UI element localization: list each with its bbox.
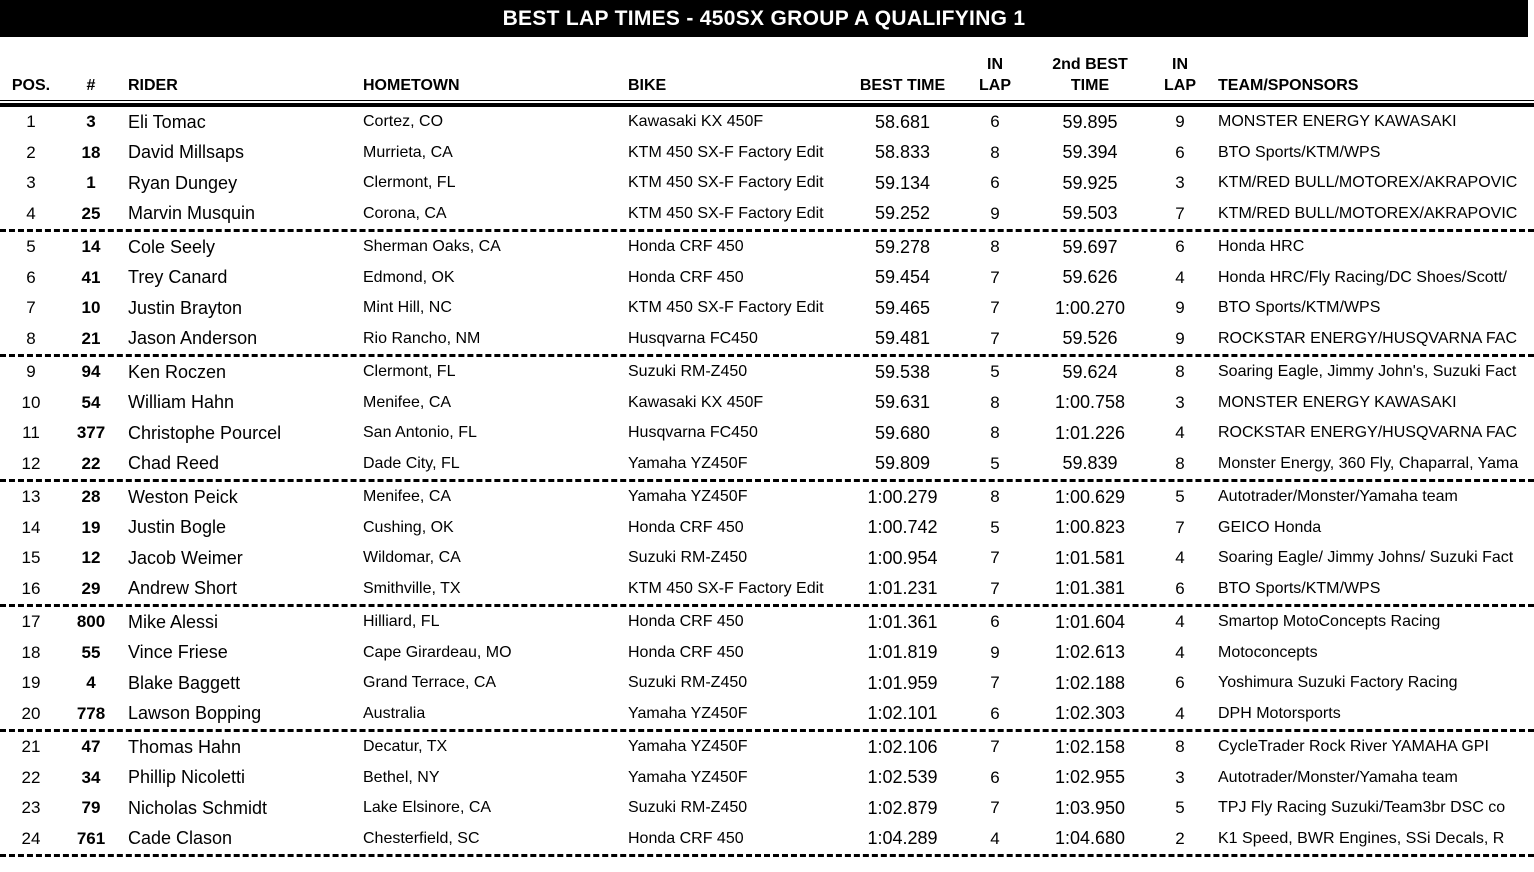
table-row	[0, 668, 1534, 699]
cell-hometown: Grand Terrace, CA	[363, 674, 497, 692]
cell-position: 8	[26, 328, 36, 348]
cell-best-in-lap: 7	[990, 673, 1000, 693]
cell-second-best-time: 1:01.381	[1054, 578, 1126, 599]
cell-second-in-lap: 5	[1175, 487, 1185, 507]
cell-bike: Yamaha YZ450F	[628, 454, 748, 472]
col-header-bike: BIKE	[628, 77, 667, 94]
table-row	[0, 449, 1534, 483]
cell-bike: Yamaha YZ450F	[628, 768, 748, 786]
col-header-team: TEAM/SPONSORS	[1218, 77, 1359, 94]
cell-second-in-lap: 7	[1175, 517, 1185, 537]
cell-hometown: Cushing, OK	[363, 518, 454, 536]
cell-rider-name: Weston Peick	[128, 486, 238, 507]
col-header-rider: RIDER	[128, 77, 178, 94]
cell-bike: Yamaha YZ450F	[628, 738, 748, 756]
cell-team-sponsors: TPJ Fly Racing Suzuki/Team3br DSC co	[1218, 799, 1506, 817]
cell-best-time: 59.538	[874, 361, 931, 382]
cell-position: 9	[26, 362, 36, 382]
cell-best-time: 1:00.954	[867, 547, 938, 568]
cell-rider-name: Justin Bogle	[128, 517, 227, 538]
table-row	[0, 543, 1534, 574]
cell-team-sponsors: BTO Sports/KTM/WPS	[1218, 579, 1381, 597]
cell-best-time: 1:02.879	[867, 797, 938, 818]
cell-best-time: 1:02.101	[867, 703, 938, 724]
cell-second-best-time: 1:01.604	[1054, 611, 1126, 632]
cell-second-in-lap: 8	[1175, 362, 1185, 382]
cell-team-sponsors: BTO Sports/KTM/WPS	[1218, 143, 1381, 161]
cell-second-in-lap: 8	[1175, 737, 1185, 757]
cell-rider-name: Eli Tomac	[128, 111, 206, 132]
cell-hometown: Cortez, CO	[363, 113, 444, 131]
table-row	[0, 793, 1534, 824]
cell-second-in-lap: 4	[1175, 267, 1185, 287]
cell-second-in-lap: 6	[1175, 237, 1185, 257]
cell-hometown: Smithville, TX	[363, 579, 461, 597]
cell-rider-number: 800	[76, 612, 106, 632]
cell-best-in-lap: 8	[990, 487, 1000, 507]
table-row	[0, 388, 1534, 419]
cell-second-best-time: 1:01.226	[1054, 422, 1126, 443]
cell-hometown: Dade City, FL	[363, 454, 460, 472]
cell-rider-number: 14	[81, 237, 101, 257]
cell-bike: KTM 450 SX-F Factory Edit	[628, 299, 824, 317]
cell-best-in-lap: 7	[990, 737, 1000, 757]
cell-hometown: Chesterfield, SC	[363, 829, 480, 847]
cell-hometown: Clermont, FL	[363, 363, 456, 381]
cell-position: 15	[21, 548, 41, 568]
table-body	[0, 107, 1534, 857]
cell-rider-number: 22	[81, 453, 101, 473]
cell-rider-name: Cole Seely	[128, 236, 216, 257]
cell-hometown: Edmond, OK	[363, 268, 455, 286]
cell-team-sponsors: Monster Energy, 360 Fly, Chaparral, Yama	[1218, 454, 1519, 472]
cell-second-in-lap: 5	[1175, 798, 1185, 818]
cell-bike: Husqvarna FC450	[628, 424, 758, 442]
cell-second-in-lap: 9	[1175, 328, 1185, 348]
table-row	[0, 699, 1534, 733]
cell-team-sponsors: Autotrader/Monster/Yamaha team	[1218, 768, 1458, 786]
cell-second-best-time: 1:04.680	[1054, 828, 1126, 849]
cell-position: 23	[21, 798, 41, 818]
cell-best-time: 1:02.106	[867, 736, 938, 757]
cell-team-sponsors: KTM/RED BULL/MOTOREX/AKRAPOVIC	[1218, 204, 1518, 222]
cell-rider-number: 21	[81, 328, 101, 348]
table-row	[0, 263, 1534, 294]
cell-rider-number: 47	[81, 737, 101, 757]
cell-second-in-lap: 7	[1175, 203, 1185, 223]
cell-rider-number: 761	[76, 828, 106, 848]
table-row	[0, 199, 1534, 233]
cell-best-time: 1:01.361	[867, 611, 938, 632]
cell-rider-name: Thomas Hahn	[128, 736, 242, 757]
cell-position: 7	[26, 298, 36, 318]
column-header-row	[0, 37, 1534, 100]
cell-rider-name: Trey Canard	[128, 267, 228, 288]
cell-bike: KTM 450 SX-F Factory Edit	[628, 579, 824, 597]
cell-hometown: Menifee, CA	[363, 488, 452, 506]
cell-best-time: 1:04.289	[867, 828, 938, 849]
cell-hometown: Sherman Oaks, CA	[363, 238, 501, 256]
cell-second-in-lap: 3	[1175, 767, 1185, 787]
cell-rider-name: Nicholas Schmidt	[128, 797, 268, 818]
cell-rider-number: 29	[81, 578, 101, 598]
cell-best-time: 59.278	[874, 236, 931, 257]
cell-hometown: Cape Girardeau, MO	[363, 643, 512, 661]
cell-rider-number: 55	[81, 642, 101, 662]
cell-rider-name: Vince Friese	[128, 642, 228, 663]
cell-best-time: 1:02.539	[867, 767, 938, 788]
cell-position: 14	[21, 517, 41, 537]
cell-team-sponsors: CycleTrader Rock River YAMAHA GPI	[1218, 738, 1489, 756]
cell-best-time: 1:00.279	[867, 486, 938, 507]
cell-bike: Honda CRF 450	[628, 268, 744, 286]
cell-rider-number: 41	[81, 267, 101, 287]
cell-hometown: Clermont, FL	[363, 174, 456, 192]
cell-position: 19	[21, 673, 41, 693]
cell-second-in-lap: 4	[1175, 548, 1185, 568]
cell-rider-name: William Hahn	[128, 392, 235, 413]
cell-team-sponsors: MONSTER ENERGY KAWASAKI	[1218, 393, 1457, 411]
cell-position: 17	[21, 612, 41, 632]
cell-second-best-time: 1:03.950	[1054, 797, 1126, 818]
table-row	[0, 357, 1534, 388]
cell-second-best-time: 59.394	[1062, 142, 1118, 163]
cell-bike: KTM 450 SX-F Factory Edit	[628, 204, 824, 222]
table-row	[0, 763, 1534, 794]
cell-second-in-lap: 2	[1175, 828, 1185, 848]
cell-team-sponsors: MONSTER ENERGY KAWASAKI	[1218, 113, 1457, 131]
cell-bike: Suzuki RM-Z450	[628, 363, 748, 381]
cell-team-sponsors: ROCKSTAR ENERGY/HUSQVARNA FAC	[1218, 329, 1518, 347]
cell-rider-number: 1	[86, 173, 96, 193]
cell-best-time: 59.481	[874, 328, 931, 349]
cell-rider-number: 28	[81, 487, 101, 507]
cell-best-in-lap: 8	[990, 142, 1000, 162]
cell-rider-number: 54	[81, 392, 101, 412]
cell-position: 18	[21, 642, 41, 662]
cell-bike: Honda CRF 450	[628, 238, 744, 256]
cell-second-in-lap: 3	[1175, 392, 1185, 412]
cell-best-time: 1:01.819	[867, 642, 938, 663]
table-row	[0, 638, 1534, 669]
cell-team-sponsors: ROCKSTAR ENERGY/HUSQVARNA FAC	[1218, 424, 1518, 442]
cell-best-in-lap: 7	[990, 267, 1000, 287]
cell-team-sponsors: Smartop MotoConcepts Racing	[1218, 613, 1441, 631]
cell-team-sponsors: KTM/RED BULL/MOTOREX/AKRAPOVIC	[1218, 174, 1518, 192]
cell-second-best-time: 59.925	[1062, 172, 1118, 193]
cell-second-in-lap: 4	[1175, 423, 1185, 443]
col-header-pos: POS.	[11, 77, 51, 94]
cell-second-best-time: 1:01.581	[1054, 547, 1126, 568]
cell-second-best-time: 1:00.823	[1054, 517, 1126, 538]
cell-best-time: 58.833	[874, 142, 931, 163]
table-row	[0, 168, 1534, 199]
cell-best-time: 59.252	[874, 203, 931, 224]
cell-hometown: Wildomar, CA	[363, 549, 461, 567]
cell-rider-name: Ken Roczen	[128, 361, 227, 382]
cell-second-best-time: 1:02.303	[1054, 703, 1126, 724]
cell-rider-name: David Millsaps	[128, 142, 245, 163]
cell-team-sponsors: Honda HRC/Fly Racing/DC Shoes/Scott/	[1218, 268, 1507, 286]
cell-second-best-time: 1:02.188	[1054, 672, 1126, 693]
cell-position: 1	[26, 112, 36, 132]
cell-team-sponsors: Motoconcepts	[1218, 643, 1318, 661]
cell-position: 13	[21, 487, 41, 507]
col-header-in-lap-1: IN LAP	[979, 56, 1011, 94]
cell-best-time: 1:01.959	[867, 672, 938, 693]
cell-second-best-time: 59.626	[1062, 267, 1118, 288]
cell-second-best-time: 1:00.270	[1054, 297, 1126, 318]
cell-position: 16	[21, 578, 41, 598]
cell-best-time: 1:00.742	[867, 517, 938, 538]
col-header-best-time: BEST TIME	[859, 77, 946, 94]
cell-bike: Honda CRF 450	[628, 613, 744, 631]
cell-second-in-lap: 6	[1175, 142, 1185, 162]
cell-second-in-lap: 6	[1175, 578, 1185, 598]
cell-second-in-lap: 6	[1175, 673, 1185, 693]
cell-rider-number: 3	[86, 112, 96, 132]
cell-team-sponsors: DPH Motorsports	[1218, 704, 1341, 722]
cell-best-in-lap: 9	[990, 642, 1000, 662]
cell-second-best-time: 59.526	[1062, 328, 1118, 349]
cell-best-in-lap: 7	[990, 798, 1000, 818]
cell-rider-name: Christophe Pourcel	[128, 422, 282, 443]
col-header-in-lap-2: IN LAP	[1164, 56, 1196, 94]
cell-second-best-time: 1:02.158	[1054, 736, 1126, 757]
cell-position: 24	[21, 828, 41, 848]
table-row	[0, 482, 1534, 513]
cell-position: 2	[26, 142, 36, 162]
col-header-second-best: 2nd BEST TIME	[1052, 56, 1128, 94]
cell-best-time: 59.465	[874, 297, 931, 318]
cell-team-sponsors: Yoshimura Suzuki Factory Racing	[1218, 674, 1458, 692]
cell-hometown: Mint Hill, NC	[363, 299, 452, 317]
cell-rider-number: 19	[81, 517, 101, 537]
cell-rider-number: 34	[81, 767, 101, 787]
cell-hometown: Rio Rancho, NM	[363, 329, 481, 347]
cell-bike: KTM 450 SX-F Factory Edit	[628, 143, 824, 161]
cell-second-best-time: 1:02.955	[1054, 767, 1126, 788]
cell-best-in-lap: 7	[990, 298, 1000, 318]
cell-team-sponsors: Soaring Eagle, Jimmy John's, Suzuki Fact	[1218, 363, 1517, 381]
table-row	[0, 418, 1534, 449]
col-header-num: #	[86, 77, 96, 94]
cell-second-in-lap: 4	[1175, 612, 1185, 632]
cell-rider-name: Jacob Weimer	[128, 547, 243, 568]
cell-rider-number: 4	[86, 673, 96, 693]
cell-position: 3	[26, 173, 36, 193]
cell-bike: Honda CRF 450	[628, 643, 744, 661]
cell-rider-name: Mike Alessi	[128, 611, 219, 632]
table-row	[0, 324, 1534, 358]
cell-bike: Yamaha YZ450F	[628, 488, 748, 506]
cell-position: 12	[21, 453, 41, 473]
cell-best-time: 1:01.231	[867, 578, 938, 599]
cell-second-in-lap: 4	[1175, 703, 1185, 723]
cell-best-in-lap: 7	[990, 578, 1000, 598]
cell-rider-name: Phillip Nicoletti	[128, 767, 246, 788]
cell-second-best-time: 59.895	[1062, 111, 1118, 132]
cell-best-in-lap: 5	[990, 362, 1000, 382]
cell-best-time: 59.680	[874, 422, 931, 443]
cell-position: 20	[21, 703, 41, 723]
cell-bike: Honda CRF 450	[628, 829, 744, 847]
cell-second-in-lap: 9	[1175, 298, 1185, 318]
cell-hometown: Murrieta, CA	[363, 143, 453, 161]
cell-position: 22	[21, 767, 41, 787]
cell-bike: Kawasaki KX 450F	[628, 113, 764, 131]
cell-rider-name: Chad Reed	[128, 453, 220, 474]
cell-best-in-lap: 8	[990, 392, 1000, 412]
table-row	[0, 574, 1534, 608]
cell-position: 11	[22, 423, 40, 443]
cell-bike: Kawasaki KX 450F	[628, 393, 764, 411]
cell-rider-name: Lawson Bopping	[128, 703, 262, 724]
cell-best-time: 59.809	[874, 453, 931, 474]
table-row	[0, 232, 1534, 263]
cell-second-best-time: 1:00.629	[1054, 486, 1126, 507]
cell-bike: Suzuki RM-Z450	[628, 674, 748, 692]
title-bar	[0, 0, 1528, 37]
cell-rider-number: 25	[81, 203, 101, 223]
cell-bike: Husqvarna FC450	[628, 329, 758, 347]
cell-bike: Suzuki RM-Z450	[628, 799, 748, 817]
cell-best-in-lap: 6	[990, 703, 1000, 723]
cell-position: 5	[26, 237, 36, 257]
cell-hometown: Australia	[363, 704, 426, 722]
table-row	[0, 293, 1534, 324]
cell-second-best-time: 59.697	[1062, 236, 1118, 257]
cell-rider-number: 12	[81, 548, 101, 568]
col-header-hometown: HOMETOWN	[363, 77, 460, 94]
cell-rider-name: Jason Anderson	[128, 328, 258, 349]
cell-second-in-lap: 9	[1175, 112, 1185, 132]
cell-best-time: 59.134	[874, 172, 931, 193]
cell-rider-name: Justin Brayton	[128, 297, 243, 318]
cell-position: 4	[26, 203, 36, 223]
cell-hometown: Lake Elsinore, CA	[363, 799, 492, 817]
cell-hometown: Decatur, TX	[363, 738, 448, 756]
cell-rider-name: Marvin Musquin	[128, 203, 256, 224]
table-row	[0, 138, 1534, 169]
cell-best-in-lap: 6	[990, 767, 1000, 787]
cell-best-in-lap: 9	[990, 203, 1000, 223]
cell-hometown: Menifee, CA	[363, 393, 452, 411]
cell-rider-number: 377	[76, 423, 106, 443]
cell-bike: Honda CRF 450	[628, 518, 744, 536]
cell-team-sponsors: Honda HRC	[1218, 238, 1305, 256]
cell-team-sponsors: BTO Sports/KTM/WPS	[1218, 299, 1381, 317]
cell-bike: Suzuki RM-Z450	[628, 549, 748, 567]
cell-position: 6	[26, 267, 36, 287]
cell-rider-name: Andrew Short	[128, 578, 238, 599]
table-row	[0, 607, 1534, 638]
cell-second-best-time: 1:00.758	[1054, 392, 1126, 413]
cell-rider-number: 79	[81, 798, 101, 818]
cell-position: 10	[21, 392, 41, 412]
cell-second-best-time: 59.624	[1062, 361, 1118, 382]
cell-team-sponsors: K1 Speed, BWR Engines, SSi Decals, R	[1218, 829, 1505, 847]
table-row	[0, 824, 1534, 858]
cell-best-in-lap: 6	[990, 612, 1000, 632]
cell-rider-number: 10	[81, 298, 101, 318]
cell-best-in-lap: 8	[990, 237, 1000, 257]
cell-best-in-lap: 7	[990, 548, 1000, 568]
header-separator-rule	[0, 100, 1534, 107]
cell-rider-name: Cade Clason	[128, 828, 233, 849]
cell-team-sponsors: GEICO Honda	[1218, 518, 1322, 536]
cell-hometown: Bethel, NY	[363, 768, 440, 786]
cell-rider-name: Ryan Dungey	[128, 172, 238, 193]
table-row	[0, 732, 1534, 763]
cell-bike: KTM 450 SX-F Factory Edit	[628, 174, 824, 192]
cell-rider-number: 778	[76, 703, 106, 723]
table-row	[0, 107, 1534, 138]
cell-best-in-lap: 5	[990, 517, 1000, 537]
cell-rider-number: 94	[81, 362, 101, 382]
table-row	[0, 513, 1534, 544]
cell-best-time: 59.454	[874, 267, 931, 288]
cell-second-best-time: 1:02.613	[1054, 642, 1126, 663]
cell-best-in-lap: 4	[990, 828, 1000, 848]
cell-hometown: San Antonio, FL	[363, 424, 477, 442]
cell-best-in-lap: 8	[990, 423, 1000, 443]
cell-second-in-lap: 8	[1175, 453, 1185, 473]
cell-second-in-lap: 4	[1175, 642, 1185, 662]
cell-team-sponsors: Soaring Eagle/ Jimmy Johns/ Suzuki Fact	[1218, 549, 1514, 567]
cell-best-in-lap: 5	[990, 453, 1000, 473]
cell-hometown: Corona, CA	[363, 204, 447, 222]
cell-best-time: 58.681	[874, 111, 931, 132]
cell-team-sponsors: Autotrader/Monster/Yamaha team	[1218, 488, 1458, 506]
cell-hometown: Hilliard, FL	[363, 613, 440, 631]
cell-second-best-time: 59.839	[1062, 453, 1118, 474]
cell-rider-name: Blake Baggett	[128, 672, 241, 693]
cell-rider-number: 18	[81, 142, 101, 162]
cell-best-time: 59.631	[874, 392, 931, 413]
sheet-title: BEST LAP TIMES - 450SX GROUP A QUALIFYING 1	[502, 6, 1026, 30]
cell-bike: Yamaha YZ450F	[628, 704, 748, 722]
cell-best-in-lap: 7	[990, 328, 1000, 348]
cell-second-best-time: 59.503	[1062, 203, 1118, 224]
cell-best-in-lap: 6	[990, 173, 1000, 193]
cell-second-in-lap: 3	[1175, 173, 1185, 193]
cell-position: 21	[21, 737, 41, 757]
cell-best-in-lap: 6	[990, 112, 1000, 132]
